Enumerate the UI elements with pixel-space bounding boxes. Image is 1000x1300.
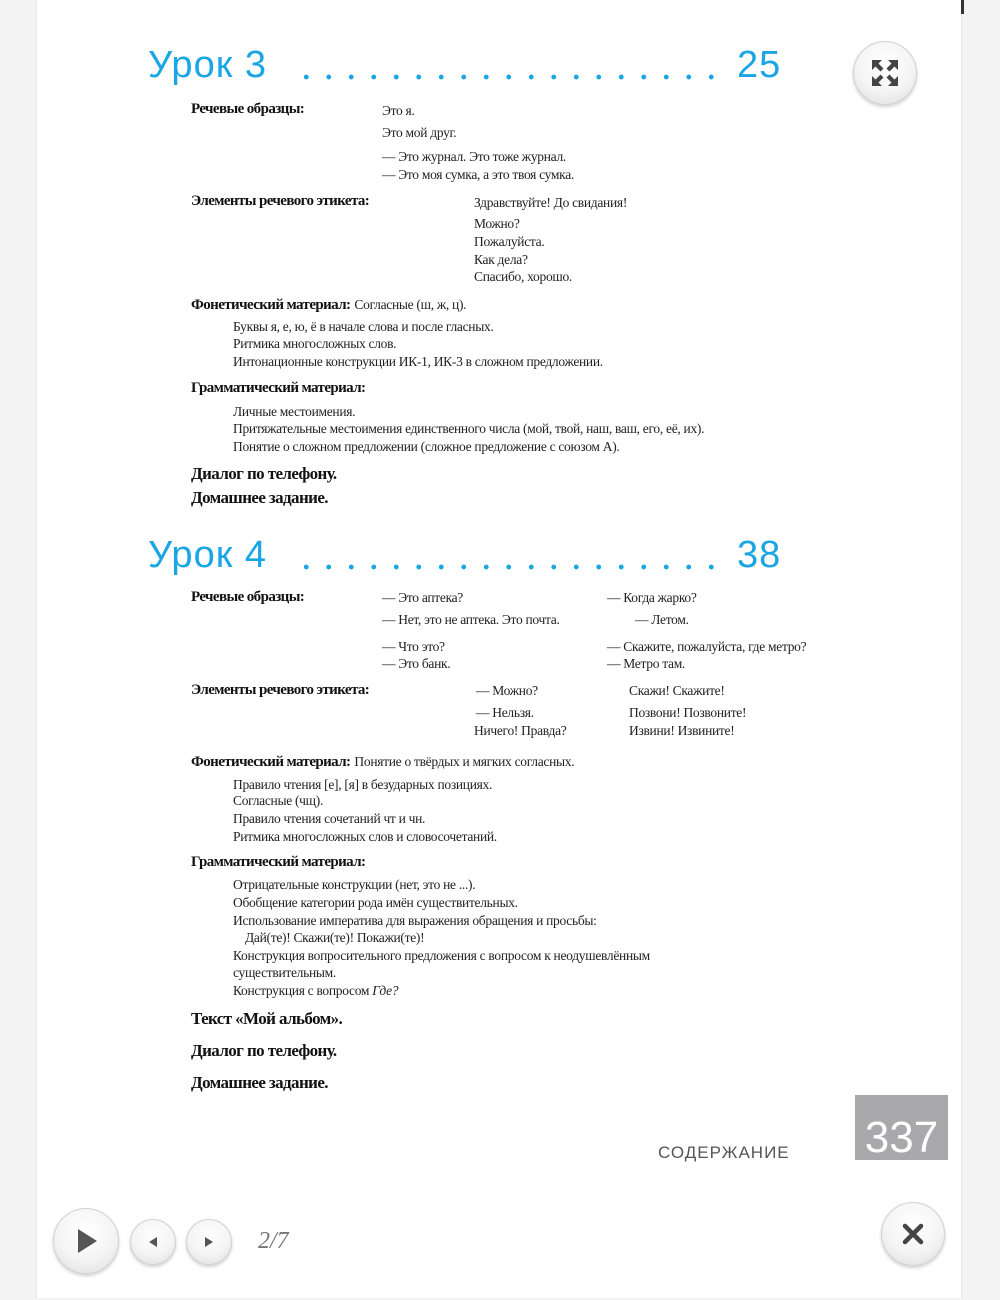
text-line: Интонационные конструкции ИК-1, ИК-3 в сложном предложении.	[233, 354, 603, 369]
text-line: — Нет, это не аптека. Это почта.	[382, 612, 560, 627]
phonetic-label: Фонетический материал:	[191, 754, 351, 770]
text-line: Понятие о сложном предложении (сложное предложение с союзом А).	[233, 439, 620, 454]
text-line: — Нельзя.	[476, 705, 534, 720]
speech-label: Речевые образцы:	[191, 101, 305, 117]
grammar-label: Грамматический материал:	[191, 380, 366, 396]
section-item: Диалог по телефону.	[191, 464, 337, 483]
text-line: — Это моя сумка, а это твоя сумка.	[382, 167, 574, 182]
text-line: Отрицательные конструкции (нет, это не ...).	[233, 877, 476, 892]
text-line: существительным.	[233, 965, 336, 980]
close-icon	[901, 1222, 925, 1246]
text-line: — Метро там.	[607, 656, 686, 671]
play-icon	[73, 1227, 99, 1255]
text-line: — Это банк.	[382, 656, 451, 671]
text-line: Спасибо, хорошо.	[474, 269, 573, 284]
play-button[interactable]	[53, 1208, 119, 1274]
text-line: — Это журнал. Это тоже журнал.	[382, 149, 566, 164]
phonetic-row	[191, 753, 574, 771]
text-line: — Когда жарко?	[607, 590, 697, 605]
lesson-3-title[interactable]: Урок 3	[148, 44, 268, 86]
lesson-4-page[interactable]: 38	[737, 534, 782, 576]
window-edge	[961, 0, 964, 14]
section-item: Текст «Мой альбом».	[191, 1009, 343, 1028]
text-line: Как дела?	[474, 252, 528, 267]
text-line: Понятие о твёрдых и мягких согласных.	[354, 754, 575, 769]
text-italic: Где?	[372, 983, 399, 998]
text-line	[233, 983, 398, 999]
lesson-3-page[interactable]: 25	[737, 44, 782, 86]
etiquette-label: Элементы речевого этикета:	[191, 193, 370, 209]
text-line: Это мой друг.	[382, 125, 457, 140]
text-line: Пожалуйста.	[474, 234, 545, 249]
text-line: Конструкция вопросительного предложения с вопросом к неодушевлённым	[233, 948, 650, 963]
text-line: Скажи! Скажите!	[629, 683, 725, 698]
speech-label: Речевые образцы:	[191, 589, 305, 605]
prev-icon	[146, 1235, 160, 1249]
grammar-label: Грамматический материал:	[191, 854, 366, 870]
text-line: Правило чтения [е], [я] в безударных позициях.	[233, 777, 493, 792]
text-line: Здравствуйте! До свидания!	[474, 195, 628, 210]
text-line: — Что это?	[382, 639, 445, 654]
toc-leader	[295, 564, 722, 570]
text-line: — Летом.	[635, 612, 689, 627]
lesson-4-title[interactable]: Урок 4	[148, 534, 268, 576]
text-line: — Это аптека?	[382, 590, 464, 605]
text-line: Можно?	[474, 216, 520, 231]
text-line: Обобщение категории рода имён существительных.	[233, 895, 518, 910]
toc-leader	[295, 74, 722, 80]
text-line: Притяжательные местоимения единственного числа (мой, твой, наш, ваш, его, её, их).	[233, 421, 705, 436]
page-number: 337	[864, 1113, 939, 1162]
text-line: Согласные (ш, ж, ц).	[354, 297, 467, 312]
phonetic-row	[191, 296, 466, 314]
text-line: Личные местоимения.	[233, 404, 356, 419]
fullscreen-button[interactable]	[853, 41, 917, 105]
text-line: Буквы я, е, ю, ё в начале слова и после гласных.	[233, 319, 494, 334]
text-line: Дай(те)! Скажи(те)! Покажи(те)!	[245, 930, 425, 945]
text-line: — Скажите, пожалуйста, где метро?	[607, 639, 807, 654]
text-line: Ничего! Правда?	[474, 723, 567, 738]
section-item: Домашнее задание.	[191, 488, 328, 507]
close-button[interactable]	[881, 1202, 945, 1266]
text-line: Это я.	[382, 103, 415, 118]
text-part: Конструкция с вопросом	[233, 983, 373, 998]
next-page-button[interactable]	[186, 1219, 232, 1265]
section-footer-label: СОДЕРЖАНИЕ	[658, 1143, 790, 1162]
previous-page-button[interactable]	[130, 1219, 176, 1265]
section-item: Домашнее задание.	[191, 1073, 328, 1092]
text-line: Использование императива для выражения обращения и просьбы:	[233, 913, 597, 928]
phonetic-label: Фонетический материал:	[191, 297, 351, 313]
page-number-box	[855, 1095, 948, 1160]
text-line: Позвони! Позвоните!	[629, 705, 747, 720]
text-line: Извини! Извините!	[629, 723, 735, 738]
text-line: — Можно?	[476, 683, 538, 698]
text-line: Согласные (чщ).	[233, 793, 324, 808]
section-item: Диалог по телефону.	[191, 1041, 337, 1060]
next-icon	[202, 1235, 216, 1249]
etiquette-label: Элементы речевого этикета:	[191, 682, 370, 698]
page-indicator: 2/7	[258, 1228, 289, 1254]
text-line: Правило чтения сочетаний чт и чн.	[233, 811, 426, 826]
expand-icon	[870, 58, 900, 88]
text-line: Ритмика многосложных слов.	[233, 336, 397, 351]
text-line: Ритмика многосложных слов и словосочетаний.	[233, 829, 497, 844]
